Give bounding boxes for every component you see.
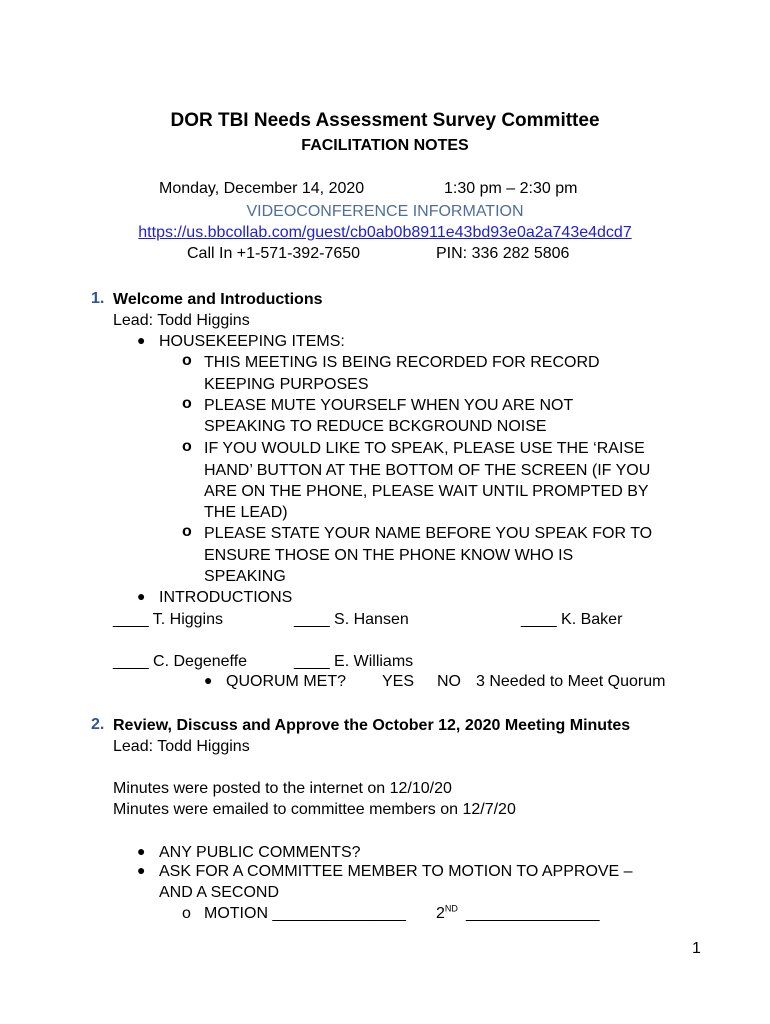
bullet-icon: ● bbox=[137, 862, 146, 878]
housekeeping-label: HOUSEKEEPING ITEMS: bbox=[159, 333, 345, 350]
bullet-icon: ● bbox=[204, 672, 213, 688]
quorum-note: 3 Needed to Meet Quorum bbox=[476, 673, 666, 690]
minutes-emailed: Minutes were emailed to committee members on 12/7/20 bbox=[113, 801, 516, 818]
second-number: 2 bbox=[436, 905, 445, 922]
housekeeping-item-2-line-1: PLEASE MUTE YOURSELF WHEN YOU ARE NOT bbox=[204, 397, 574, 414]
call-in-number: Call In +1-571-392-7650 bbox=[187, 245, 361, 262]
motion-request-line-1: ASK FOR A COMMITTEE MEMBER TO MOTION TO APPROVE – bbox=[159, 863, 633, 880]
housekeeping-item-4-line-3: SPEAKING bbox=[204, 568, 286, 585]
second-blank: _______________ bbox=[466, 905, 600, 922]
document-subtitle: FACILITATION NOTES bbox=[301, 137, 469, 154]
bullet-icon: ● bbox=[137, 843, 146, 859]
section-2-heading: Review, Discuss and Approve the October 12, 2020 Meeting Minutes bbox=[113, 717, 631, 734]
videoconference-label: VIDEOCONFERENCE INFORMATION bbox=[246, 203, 524, 220]
housekeeping-item-4-line-2: ENSURE THOSE ON THE PHONE KNOW WHO IS bbox=[204, 547, 574, 564]
sub-bullet-icon: o bbox=[182, 395, 192, 412]
pin-number: PIN: 336 282 5806 bbox=[436, 245, 570, 262]
motion-request-line-2: AND A SECOND bbox=[159, 884, 280, 901]
bullet-icon: ● bbox=[137, 588, 146, 604]
quorum-yes: YES bbox=[382, 673, 415, 690]
quorum-no: NO bbox=[437, 673, 461, 690]
attendee-williams: ____ E. Williams bbox=[294, 653, 414, 670]
public-comments: ANY PUBLIC COMMENTS? bbox=[159, 844, 361, 861]
housekeeping-item-3-line-1: IF YOU WOULD LIKE TO SPEAK, PLEASE USE THE ‘RAISE bbox=[204, 440, 645, 457]
section-1-number: 1. bbox=[91, 290, 105, 307]
sub-bullet-icon: o bbox=[182, 352, 192, 369]
sub-bullet-icon: o bbox=[182, 523, 192, 540]
housekeeping-item-4-line-1: PLEASE STATE YOUR NAME BEFORE YOU SPEAK FOR TO bbox=[204, 525, 653, 542]
quorum-question: QUORUM MET? bbox=[226, 673, 346, 690]
minutes-posted: Minutes were posted to the internet on 12/10/20 bbox=[113, 780, 452, 797]
videoconference-link[interactable]: https://us.bbcollab.com/guest/cb0ab0b8911e43bd93e0a2a743e4dcd7 bbox=[138, 224, 632, 241]
housekeeping-item-3-line-3: ARE ON THE PHONE, PLEASE WAIT UNTIL PROMPTED BY bbox=[204, 483, 649, 500]
section-1-heading: Welcome and Introductions bbox=[113, 291, 323, 308]
section-2-number: 2. bbox=[91, 716, 105, 733]
housekeeping-item-3-line-2: HAND’ BUTTON AT THE BOTTOM OF THE SCREEN (IF YOU bbox=[204, 462, 651, 479]
second-suffix: ND bbox=[444, 903, 458, 914]
housekeeping-item-1-line-2: KEEPING PURPOSES bbox=[204, 376, 369, 393]
section-2-lead: Lead: Todd Higgins bbox=[113, 738, 250, 755]
motion-blank: MOTION _______________ bbox=[204, 905, 406, 922]
meeting-time: 1:30 pm – 2:30 pm bbox=[444, 180, 578, 197]
document-title: DOR TBI Needs Assessment Survey Committee bbox=[170, 110, 600, 131]
sub-bullet-icon: o bbox=[182, 438, 192, 455]
sub-bullet-icon: o bbox=[182, 905, 191, 922]
second-label bbox=[436, 903, 458, 924]
housekeeping-item-3-line-4: THE LEAD) bbox=[204, 504, 288, 521]
attendee-hansen: ____ S. Hansen bbox=[294, 611, 409, 628]
page-number: 1 bbox=[692, 940, 701, 957]
introductions-label: INTRODUCTIONS bbox=[159, 589, 293, 606]
housekeeping-item-1-line-1: THIS MEETING IS BEING RECORDED FOR RECORD bbox=[204, 354, 600, 371]
meeting-date: Monday, December 14, 2020 bbox=[159, 180, 365, 197]
bullet-icon: ● bbox=[137, 332, 146, 348]
housekeeping-item-2-line-2: SPEAKING TO REDUCE BCKGROUND NOISE bbox=[204, 418, 547, 435]
attendee-degeneffe: ____ C. Degeneffe bbox=[113, 653, 248, 670]
attendee-baker: ____ K. Baker bbox=[521, 611, 623, 628]
section-1-lead: Lead: Todd Higgins bbox=[113, 312, 250, 329]
attendee-higgins: ____ T. Higgins bbox=[113, 611, 223, 628]
